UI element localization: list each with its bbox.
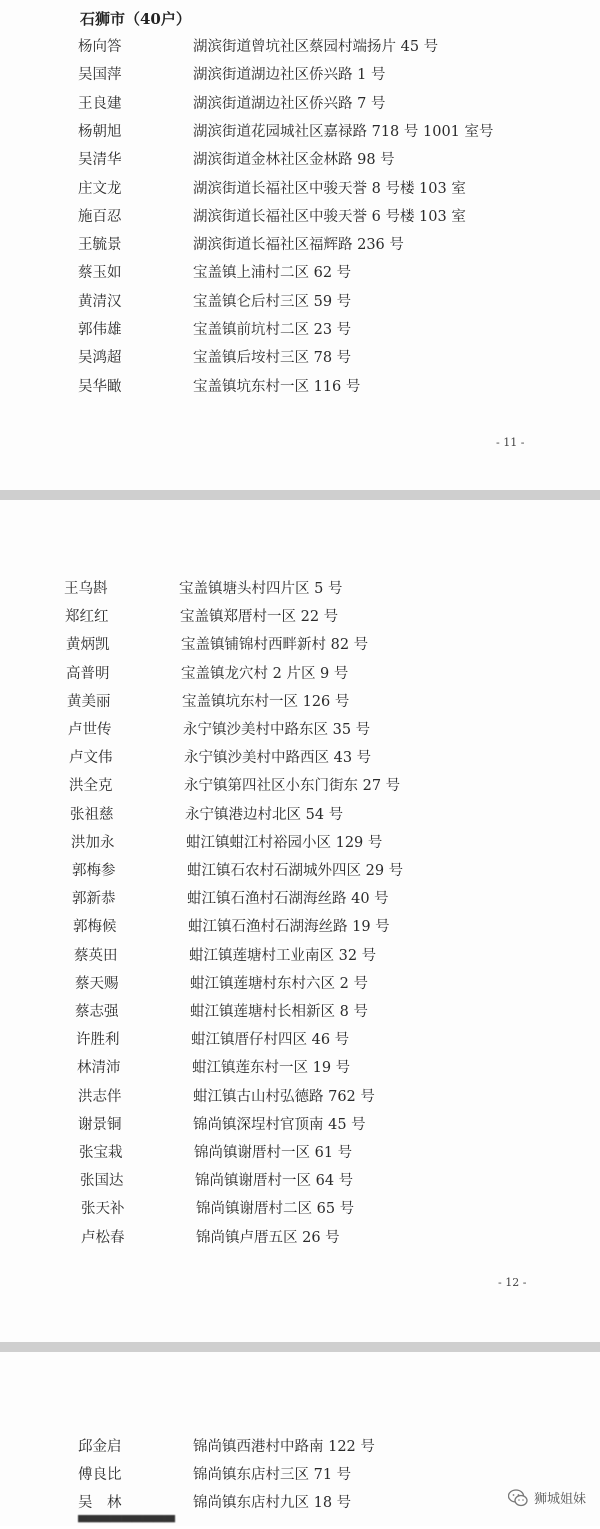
person-name: 王乌斟	[64, 581, 108, 597]
person-name: 黄炳凯	[66, 637, 110, 654]
list-item	[72, 860, 403, 882]
list-item	[70, 804, 343, 826]
person-name: 张国达	[80, 1173, 124, 1190]
list-item	[78, 121, 494, 143]
address: 锦尚镇谢厝村二区 65 号	[196, 1201, 355, 1218]
address: 湖滨街道湖边社区侨兴路 1 号	[193, 67, 386, 84]
address: 蚶江镇莲塘村东村六区 2 号	[190, 975, 368, 992]
watermark	[508, 1488, 586, 1507]
list-item	[81, 1198, 354, 1220]
list-item	[75, 1001, 368, 1023]
person-name: 张祖慈	[70, 806, 114, 823]
person-name: 高普明	[66, 665, 110, 682]
list-item	[67, 691, 349, 713]
list-item	[78, 206, 466, 228]
address: 蚶江镇莲东村一区 19 号	[192, 1060, 351, 1077]
person-name: 郑红红	[65, 609, 109, 626]
person-name: 谢景铜	[78, 1116, 122, 1133]
person-name: 郭新恭	[72, 891, 116, 908]
address: 宝盖镇仑后村三区 59 号	[193, 293, 352, 310]
address: 湖滨街道曾坑社区蔡园村端扬片 45 号	[193, 39, 439, 55]
address: 永宁镇沙美村中路东区 35 号	[183, 722, 371, 738]
list-item	[76, 1029, 349, 1051]
list-item	[78, 291, 351, 313]
person-name: 洪志伴	[78, 1088, 122, 1105]
address: 宝盖镇塘头村四片区 5 号	[179, 581, 343, 597]
person-name: 卢松春	[81, 1229, 125, 1246]
address: 湖滨街道金林社区金林路 98 号	[193, 152, 395, 169]
list-item	[66, 634, 368, 656]
list-item	[78, 376, 360, 398]
person-name: 洪加永	[71, 834, 115, 851]
person-name: 洪全克	[69, 778, 113, 795]
list-item	[71, 832, 382, 854]
document-page-1	[0, 0, 600, 490]
list-item	[78, 149, 395, 171]
person-name: 王毓景	[78, 237, 122, 254]
person-name: 郭梅参	[72, 863, 116, 879]
address: 蚶江镇莲塘村长相新区 8 号	[190, 1004, 368, 1020]
list-item	[78, 234, 404, 256]
list-item	[72, 888, 389, 910]
address: 锦尚镇西港村中路南 122 号	[193, 1439, 375, 1455]
address: 永宁镇港边村北区 54 号	[185, 806, 344, 823]
page-number: - 11 -	[496, 436, 525, 449]
person-name: 蔡英田	[74, 947, 118, 964]
address: 锦尚镇卢厝五区 26 号	[196, 1229, 340, 1246]
person-name: 杨朝旭	[78, 123, 122, 140]
person-name: 蔡玉如	[78, 265, 122, 282]
address: 蚶江镇石渔村石湖海丝路 19 号	[188, 919, 390, 936]
person-name: 蔡志强	[75, 1004, 119, 1020]
address: 锦尚镇谢厝村一区 61 号	[194, 1145, 353, 1161]
address: 宝盖镇后垵村三区 78 号	[193, 350, 352, 367]
list-item	[81, 1227, 340, 1249]
list-item	[78, 1436, 375, 1458]
section-heading: 石狮市（40户）	[80, 10, 191, 28]
person-name: 张宝栽	[79, 1145, 123, 1161]
address: 锦尚镇东店村九区 18 号	[193, 1495, 352, 1511]
address: 宝盖镇郑厝村一区 22 号	[180, 609, 339, 626]
person-name: 傅良比	[78, 1467, 122, 1483]
list-item	[68, 719, 370, 741]
address: 宝盖镇坑东村一区 126 号	[182, 693, 350, 710]
address: 宝盖镇前坑村二区 23 号	[193, 322, 352, 338]
list-item	[78, 36, 438, 58]
list-item	[75, 973, 368, 995]
list-item	[66, 663, 348, 685]
list-item	[78, 93, 385, 115]
person-name: 吴华瞰	[78, 378, 122, 395]
list-item	[78, 64, 385, 86]
person-name: 卢文伟	[69, 750, 113, 767]
list-item	[78, 262, 351, 284]
person-name: 施百忍	[78, 208, 122, 225]
list-item	[69, 747, 371, 769]
address: 宝盖镇铺锦村西畔新村 82 号	[181, 637, 369, 654]
person-name: 吴鸿超	[78, 350, 122, 367]
document-page-2	[0, 500, 600, 1342]
list-item	[78, 178, 466, 200]
list-item	[69, 775, 400, 797]
address: 湖滨街道花园城社区嘉禄路 718 号 1001 室号	[193, 123, 494, 140]
list-item	[73, 916, 390, 938]
person-name: 黄美丽	[67, 693, 111, 710]
list-item	[74, 945, 376, 967]
page-number: - 12 -	[498, 1276, 527, 1289]
cut-off-heading: ▀▀▀▀▀▀▀▀▀	[78, 1515, 175, 1529]
list-item	[78, 347, 351, 369]
address: 锦尚镇深埕村官顶南 45 号	[193, 1116, 366, 1133]
page-separator	[0, 490, 600, 500]
address: 湖滨街道湖边社区侨兴路 7 号	[193, 95, 386, 112]
person-name: 张天补	[81, 1201, 125, 1218]
list-item	[80, 1170, 353, 1192]
list-item	[77, 1057, 350, 1079]
person-name: 郭梅候	[73, 919, 117, 936]
address: 宝盖镇龙穴村 2 片区 9 号	[181, 665, 349, 682]
address: 永宁镇第四社区小东门街东 27 号	[184, 778, 401, 795]
page-separator	[0, 1342, 600, 1352]
person-name: 吴 林	[78, 1495, 122, 1511]
address: 湖滨街道长福社区福辉路 236 号	[193, 237, 404, 254]
list-item	[79, 1142, 352, 1164]
list-item	[78, 1464, 351, 1486]
address: 宝盖镇上浦村二区 62 号	[193, 265, 352, 282]
address: 蚶江镇古山村弘德路 762 号	[193, 1088, 375, 1105]
person-name: 郭伟雄	[78, 322, 122, 338]
person-name: 黄清汉	[78, 293, 122, 310]
address: 锦尚镇谢厝村一区 64 号	[195, 1173, 354, 1190]
person-name: 庄文龙	[78, 180, 122, 197]
list-item	[78, 319, 351, 341]
address: 永宁镇沙美村中路西区 43 号	[184, 750, 372, 767]
address: 蚶江镇石渔村石湖海丝路 40 号	[187, 891, 389, 908]
person-name: 王良建	[78, 95, 122, 112]
person-name: 吴清华	[78, 152, 122, 169]
address: 蚶江镇蚶江村裕园小区 129 号	[186, 834, 383, 851]
list-item	[78, 1114, 366, 1136]
person-name: 林清沛	[77, 1060, 121, 1077]
address: 蚶江镇莲塘村工业南区 32 号	[189, 947, 377, 964]
person-name: 卢世传	[68, 722, 112, 738]
list-item	[78, 1086, 375, 1108]
person-name: 邱金启	[78, 1439, 122, 1455]
address: 湖滨街道长福社区中骏天誉 8 号楼 103 室	[193, 180, 466, 197]
address: 蚶江镇厝仔村四区 46 号	[191, 1032, 350, 1049]
wechat-icon	[508, 1489, 528, 1507]
address: 锦尚镇东店村三区 71 号	[193, 1467, 352, 1483]
person-name: 许胜利	[76, 1032, 120, 1049]
address: 宝盖镇坑东村一区 116 号	[193, 378, 361, 395]
person-name: 杨向答	[78, 39, 122, 55]
list-item	[65, 606, 338, 628]
address: 蚶江镇石农村石湖城外四区 29 号	[187, 863, 404, 879]
list-item	[78, 1492, 351, 1514]
person-name: 吴国萍	[78, 67, 122, 84]
list-item	[64, 578, 342, 600]
person-name: 蔡天赐	[75, 975, 119, 992]
watermark-text: 狮城姐妹	[533, 1492, 586, 1507]
address: 湖滨街道长福社区中骏天誉 6 号楼 103 室	[193, 208, 466, 225]
